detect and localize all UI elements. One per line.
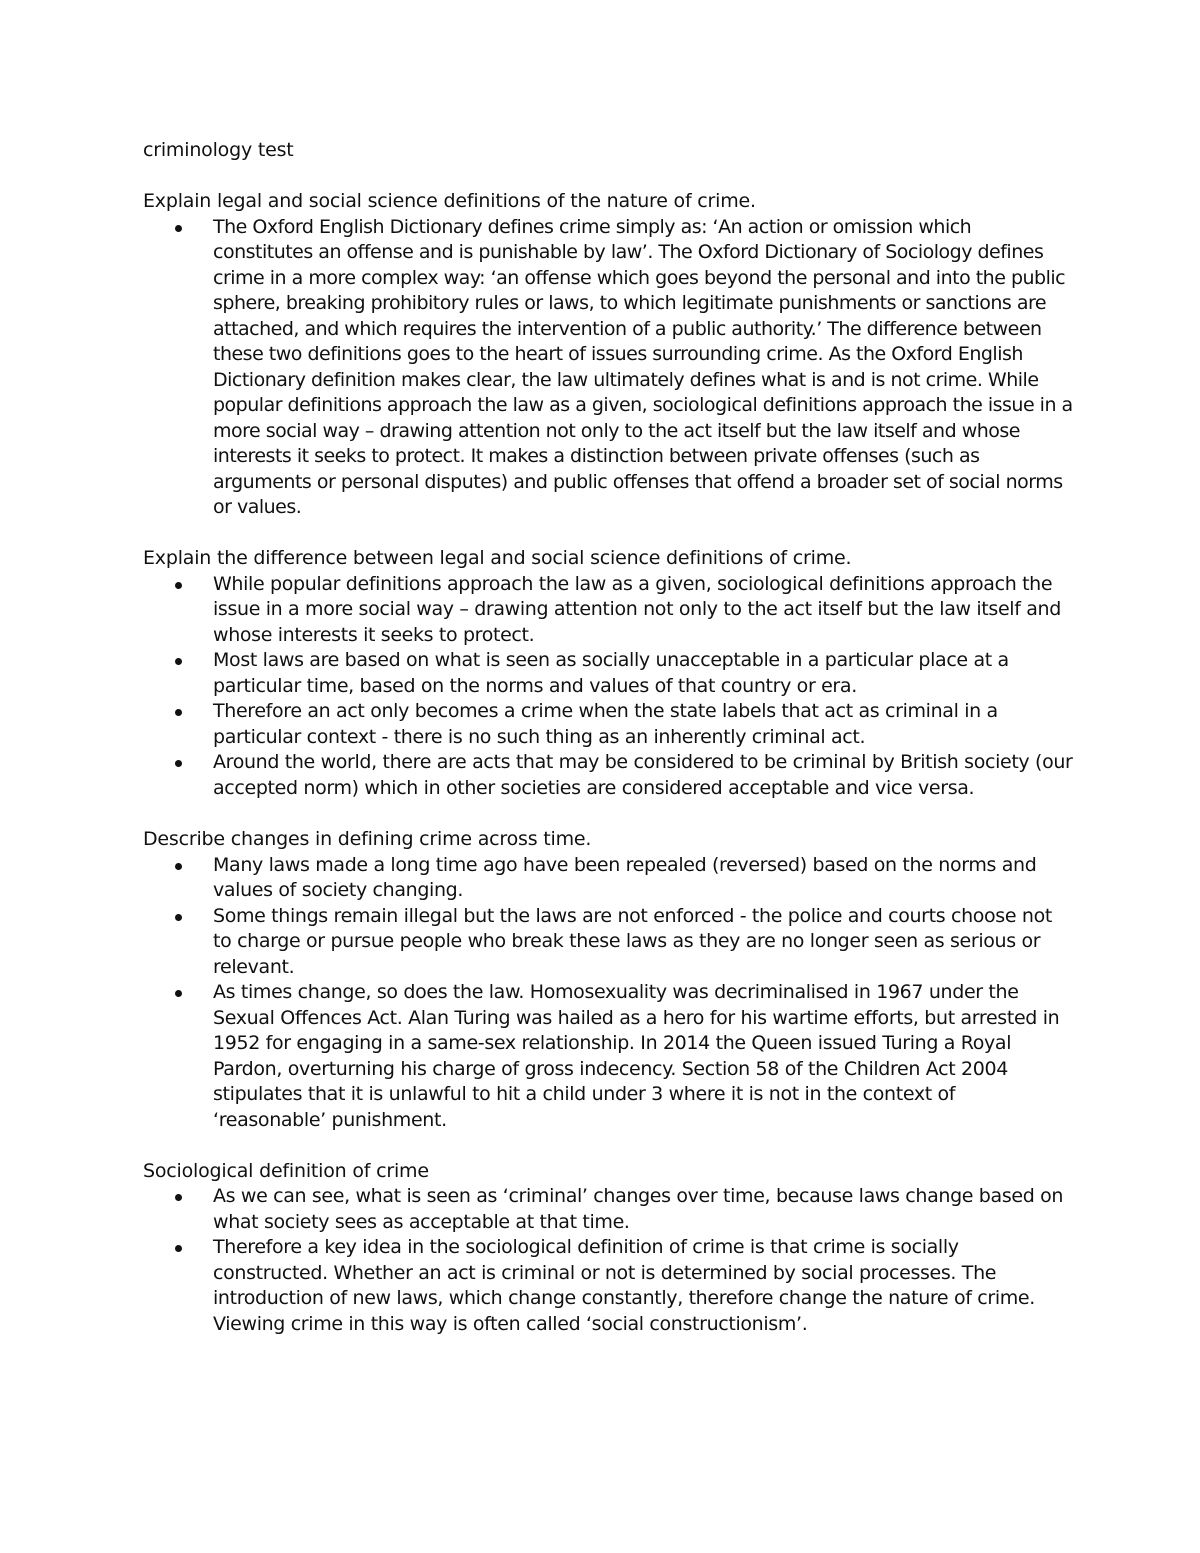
bullet-icon xyxy=(175,225,182,232)
section-heading: Sociological definition of crime xyxy=(143,1159,429,1182)
section-heading: Explain legal and social science definitions of the nature of crime. xyxy=(143,190,756,213)
list-item-text: Some things remain illegal but the laws are not enforced - the police and courts choose not to charge or pursue people who break these laws as they are no longer seen as serious or relevant. xyxy=(213,904,1052,978)
section-heading: Describe changes in defining crime across time. xyxy=(143,828,592,851)
bullet-icon xyxy=(175,1245,182,1252)
list-item xyxy=(143,853,1073,904)
list-item xyxy=(143,572,1073,649)
list-item xyxy=(143,980,1073,1133)
bullet-icon xyxy=(175,990,182,997)
list-item xyxy=(143,750,1073,801)
list-item-text: Many laws made a long time ago have been repealed (reversed) based on the norms and values of society changing. xyxy=(213,853,1037,902)
list-item xyxy=(143,904,1073,981)
bullet-list xyxy=(143,853,1073,1134)
bullet-icon xyxy=(175,914,182,921)
document-page xyxy=(143,138,1073,1363)
section-difference-definitions xyxy=(143,546,1073,801)
bullet-list xyxy=(143,215,1073,521)
list-item-text: As we can see, what is seen as ‘criminal’ changes over time, because laws change based on what society sees as acceptable at that time. xyxy=(213,1185,1064,1233)
list-item xyxy=(143,699,1073,750)
section-sociological-definition xyxy=(143,1159,1073,1338)
bullet-icon xyxy=(175,1194,182,1201)
bullet-icon xyxy=(175,709,182,716)
list-item-text: While popular definitions approach the law as a given, sociological definitions approach the issue in a more social way – drawing attention not only to the act itself but the law itself and whose interests it seeks to protect. xyxy=(213,572,1061,646)
list-item-text: Therefore an act only becomes a crime when the state labels that act as criminal in a particular context - there is no such thing as an inherently criminal act. xyxy=(213,700,998,748)
bullet-icon xyxy=(175,658,182,665)
bullet-list xyxy=(143,572,1073,802)
section-legal-social-definitions xyxy=(143,189,1073,521)
bullet-icon xyxy=(175,760,182,767)
list-item-text: Therefore a key idea in the sociological definition of crime is that crime is socially constructed. Whether an act is criminal or not is determined by social processes. The introduction of new laws, which change constantly, therefore change the nature of crime. Viewing crime in this way is often called ‘social constructionism’. xyxy=(213,1236,1035,1335)
document-title: criminology test xyxy=(143,139,294,161)
list-item-text: The Oxford English Dictionary defines crime simply as: ‘An action or omission which constitutes an offense and is punishable by law’. The Oxford Dictionary of Sociology defines crime in a more complex way: ‘an offense which goes beyond the personal and into the public sphere, breaking prohibitory rules or laws, to which legitimate punishments or sanctions are attached, and which requires the intervention of a public authority.’ The difference between these two definitions goes to the heart of issues surrounding crime. As the Oxford English Dictionary definition makes clear, the law ultimately defines what is and is not crime. While popular definitions approach the law as a given, sociological definitions approach the issue in a more social way – drawing attention not only to the act itself but the law itself and whose interests it seeks to protect. It makes a distinction between private offenses (such as arguments or personal disputes) and public offenses that offend a broader set of social norms or values. xyxy=(213,215,1073,519)
section-changes-across-time xyxy=(143,827,1073,1133)
list-item xyxy=(143,648,1073,699)
list-item-text: Most laws are based on what is seen as socially unacceptable in a particular place at a particular time, based on the norms and values of that country or era. xyxy=(213,649,1009,697)
section-heading: Explain the difference between legal and social science definitions of crime. xyxy=(143,547,852,570)
list-item-text: Around the world, there are acts that may be considered to be criminal by British society (our accepted norm) which in other societies are considered acceptable and vice versa. xyxy=(213,751,1073,799)
bullet-icon xyxy=(175,863,182,870)
list-item xyxy=(143,1235,1073,1337)
list-item xyxy=(143,215,1073,521)
list-item-text: As times change, so does the law. Homosexuality was decriminalised in 1967 under the Sexual Offences Act. Alan Turing was hailed as a hero for his wartime efforts, but arrested in 1952 for engaging in a same-sex relationship. In 2014 the Queen issued Turing a Royal Pardon, overturning his charge of gross indecency. Section 58 of the Children Act 2004 stipulates that it is unlawful to hit a child under 3 where it is not in the context of ‘reasonable’ punishment. xyxy=(213,981,1060,1131)
bullet-icon xyxy=(175,582,182,589)
bullet-list xyxy=(143,1184,1073,1337)
list-item xyxy=(143,1184,1073,1235)
